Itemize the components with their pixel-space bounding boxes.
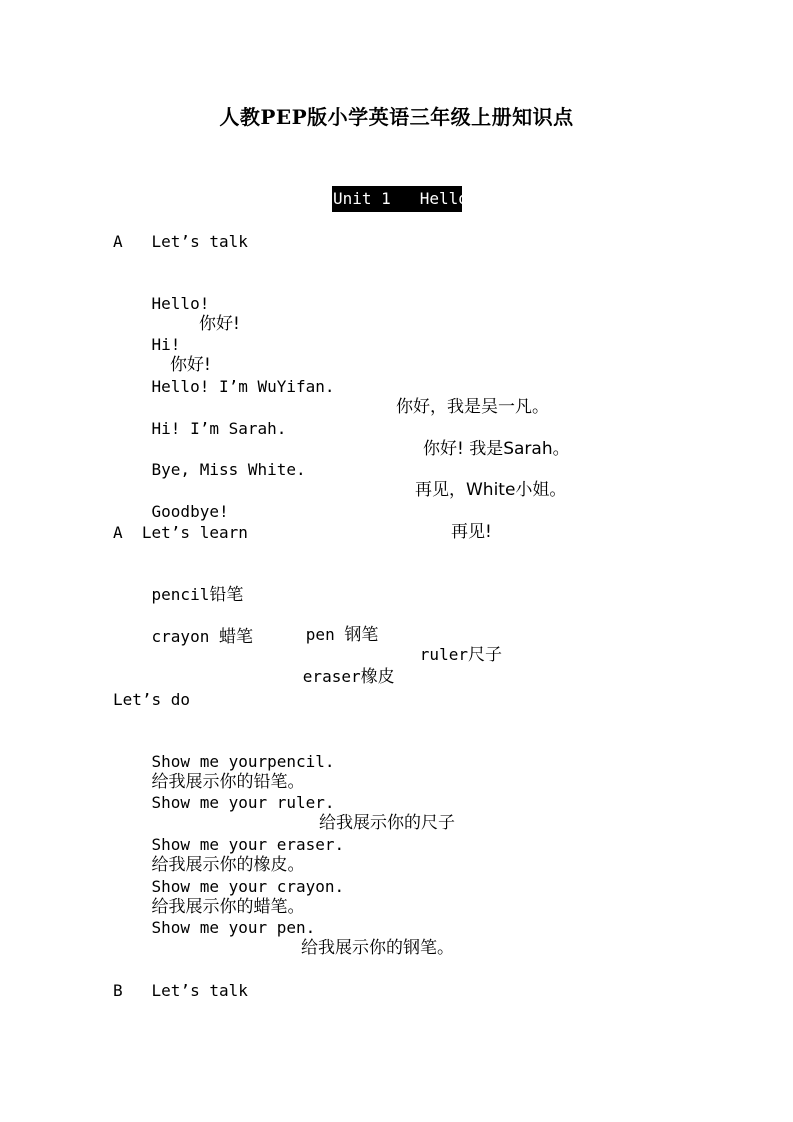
- talk-line: [113, 482, 492, 562]
- talk-line-en: Hi! I’m Sarah.: [151, 419, 287, 438]
- vocab-word-cn: 铅笔: [209, 585, 244, 605]
- talk-line-en: Hello! I’m WuYifan.: [151, 377, 335, 396]
- section-heading-b-talk: B Let’s talk: [113, 981, 248, 1000]
- talk-line-en: Hi!: [151, 335, 181, 354]
- talk-line-cn: 再见!: [451, 522, 492, 542]
- talk-line-cn: 你好! 我是Sarah。: [423, 439, 570, 459]
- section-heading-a-learn: A Let’s learn: [113, 523, 248, 542]
- vocab-word-cn: 蜡笔: [218, 627, 253, 647]
- do-line-cn: 给我展示你的钢笔。: [301, 938, 454, 958]
- vocab-word-en: pen: [305, 625, 335, 644]
- vocab-word-en: eraser: [302, 667, 361, 686]
- do-line-en: Show me your eraser.: [151, 835, 345, 854]
- talk-line-cn: 你好!: [170, 355, 211, 375]
- do-line-en: Show me your crayon.: [151, 877, 345, 896]
- vocab-word-cn: 橡皮: [360, 667, 395, 687]
- do-line-cn: 给我展示你的橡皮。: [151, 855, 305, 875]
- document-title: 人教PEP版小学英语三年级上册知识点: [219, 105, 574, 129]
- vocab-word-cn: 钢笔: [344, 625, 379, 645]
- do-line: [113, 898, 454, 978]
- talk-line-en: Goodbye!: [151, 502, 229, 521]
- do-line-cn: 给我展示你的尺子: [319, 813, 455, 833]
- do-line-cn: 给我展示你的铅笔。: [151, 772, 305, 792]
- unit-heading: Unit 1 Hello: [332, 186, 462, 212]
- vocab-word-en: pencil: [151, 585, 210, 604]
- talk-line-en: Hello!: [151, 294, 210, 313]
- section-heading-lets-do: Let’s do: [113, 690, 191, 709]
- talk-line-cn: 再见，White小姐。: [415, 480, 567, 500]
- vocab-word-cn: 尺子: [467, 645, 502, 665]
- do-line-cn: 给我展示你的蜡笔。: [151, 897, 305, 917]
- vocab-word-en: crayon: [151, 627, 210, 646]
- talk-line-cn: 你好!: [199, 314, 240, 334]
- talk-line-cn: 你好，我是吴一凡。: [396, 397, 549, 417]
- section-heading-a-talk: A Let’s talk: [113, 232, 248, 251]
- talk-line-en: Bye, Miss White.: [151, 460, 306, 479]
- vocab-word-en: ruler: [419, 645, 468, 664]
- do-line-en: Show me your ruler.: [151, 793, 335, 812]
- do-line-en: Show me your pen.: [151, 918, 316, 937]
- do-line-en: Show me yourpencil.: [151, 752, 335, 771]
